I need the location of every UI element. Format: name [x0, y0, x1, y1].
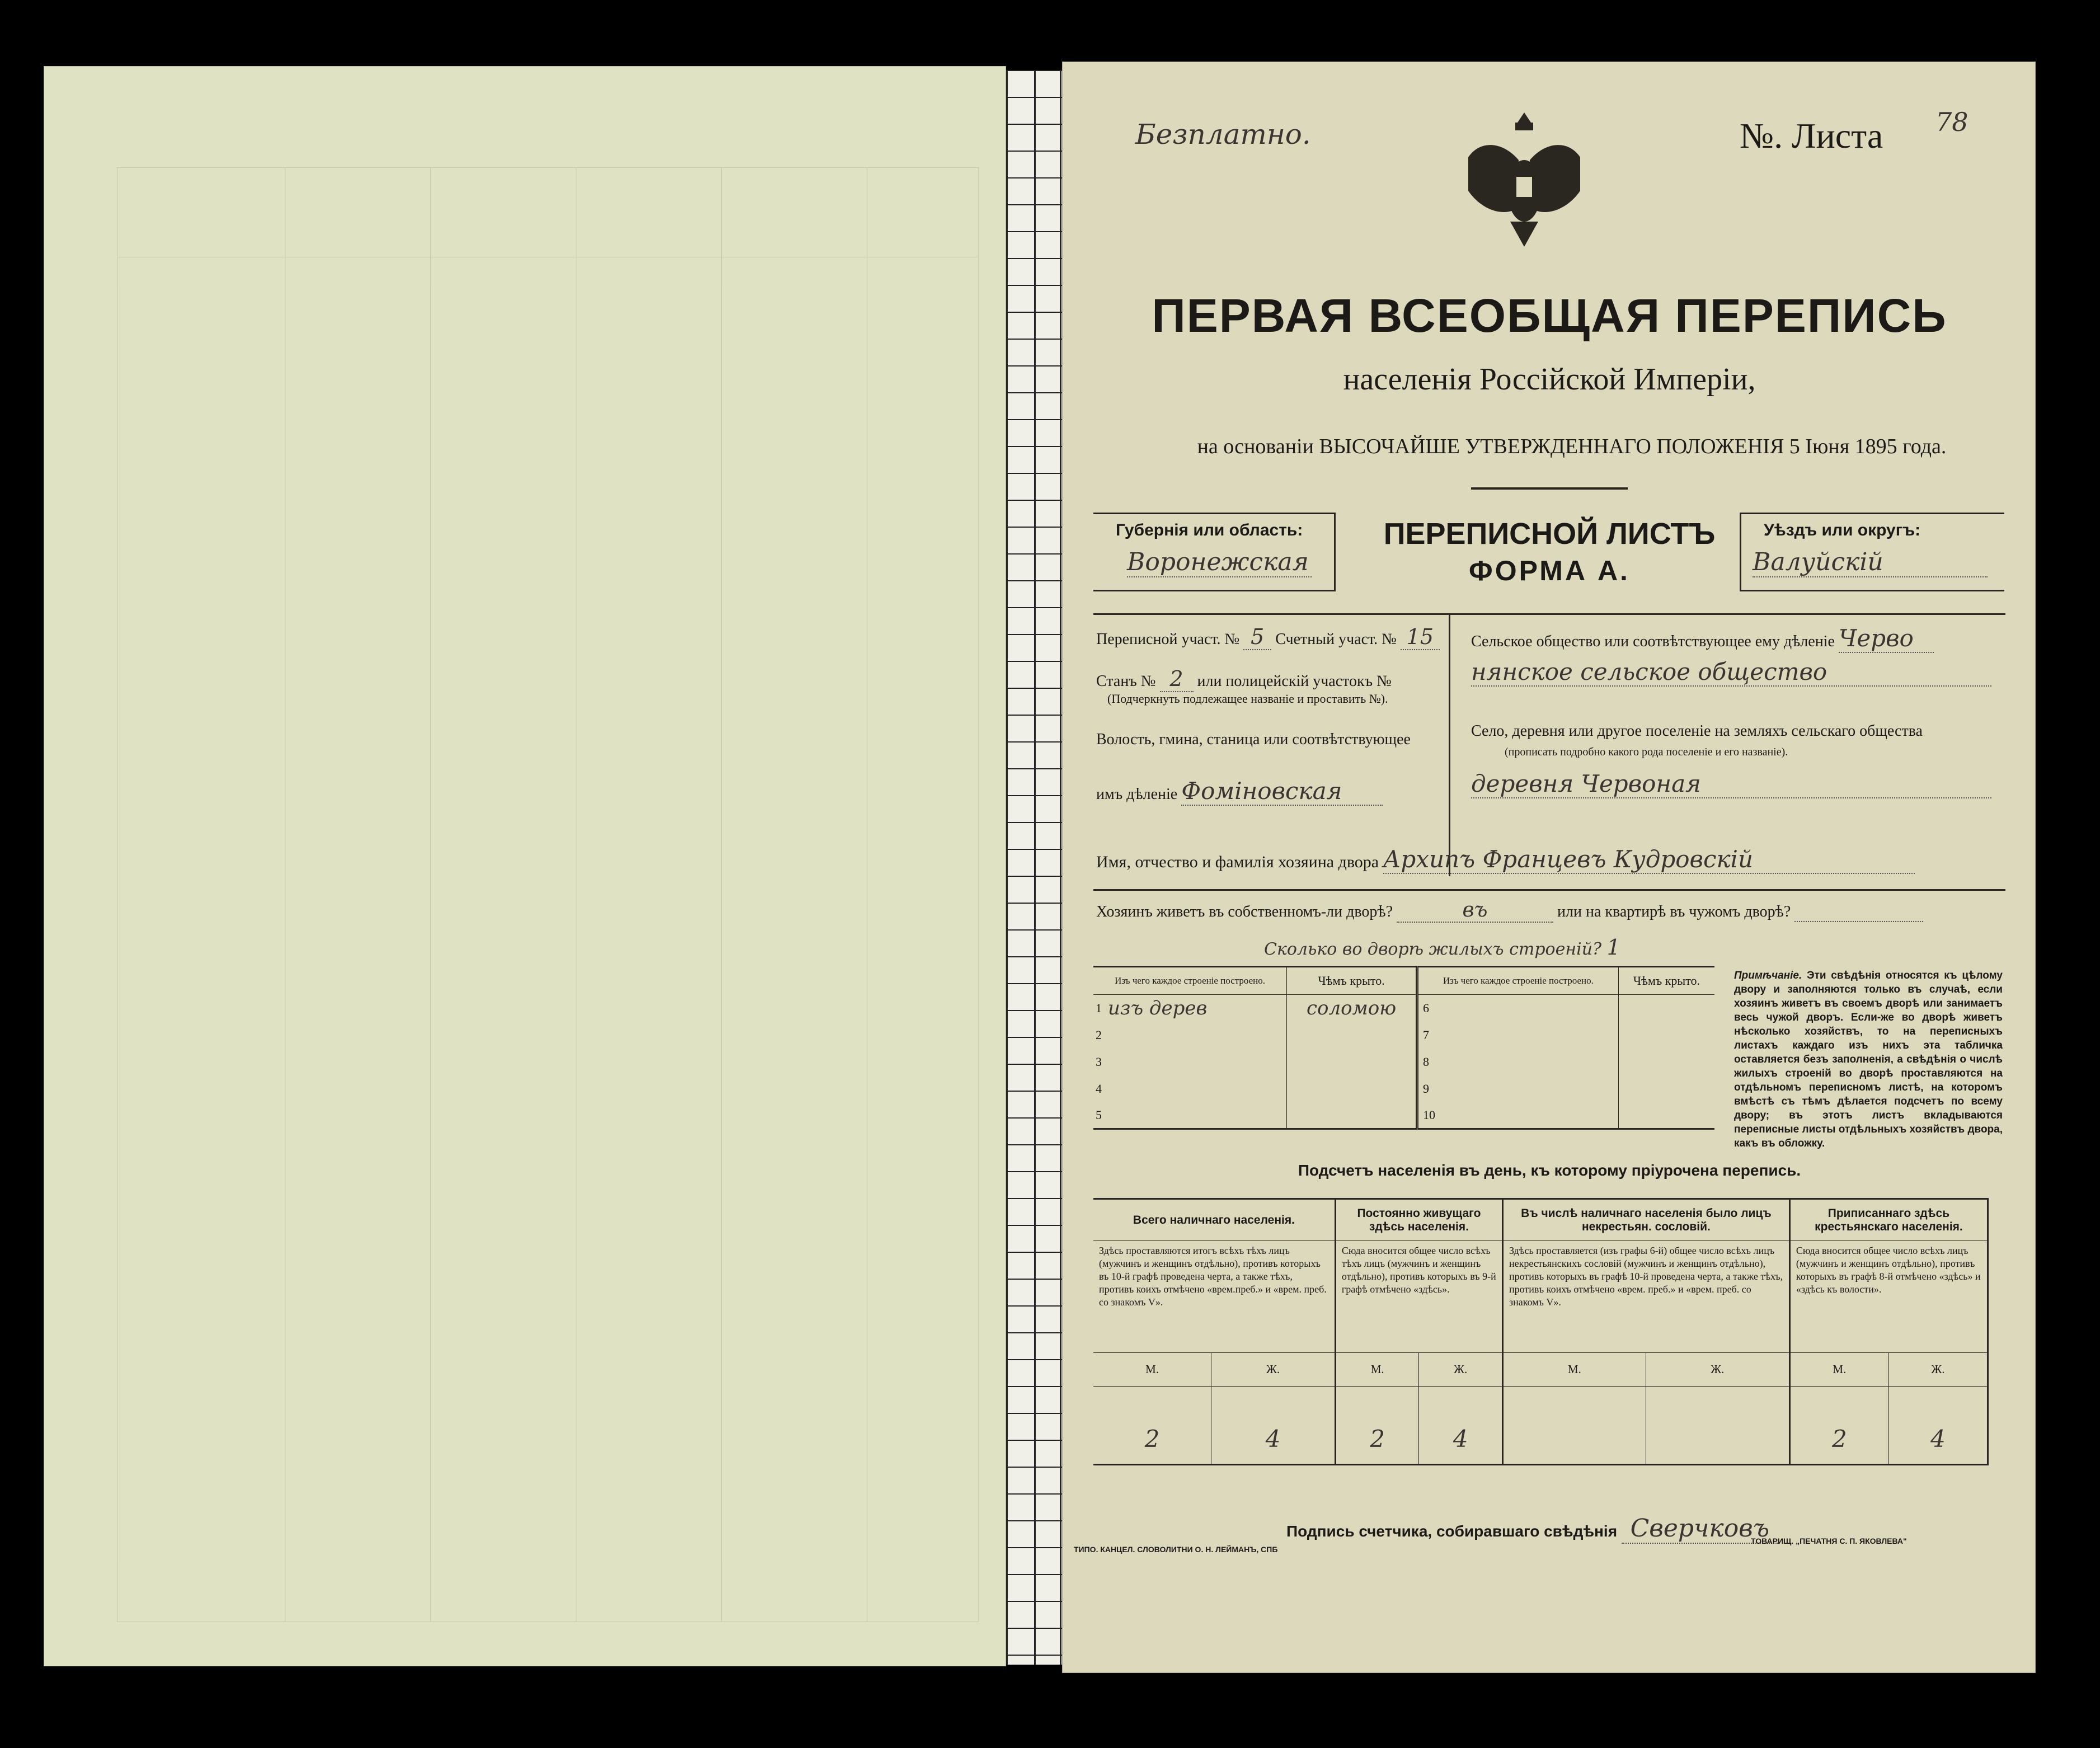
note-text: Эти свѣдѣнія относятся къ цѣлому двору и заполняются только въ случаѣ, если хозяинъ живетъ въ своемъ дворѣ или занимаетъ весь чужой дворъ. Если-же во дворѣ живетъ нѣсколько хозяйствъ, то на переписныхъ листахъ каждаго изъ нихъ эта табличка оставляется безъ заполненія, а свѣдѣнія о числѣ жилыхъ строеній во дворѣ проставляются на отдѣльномъ переписномъ листѣ, на которомъ вмѣстѣ съ тѣмъ дѣлается подсчетъ по всему двору; въ этотъ листъ вкладываются переписные листы отдѣльныхъ хозяйствъ двора, какъ въ обложку. — [1734, 970, 2003, 1149]
count-col-desc: Сюда вносится общее число всѣхъ тѣхъ лицъ (мужчинъ и женщинъ отдѣльно), противъ которыхъ въ 9-й графѣ отмѣчено «здѣсь». — [1335, 1241, 1502, 1353]
buildings-value: 1 — [1606, 935, 1620, 960]
basis-line: на основаніи ВЫСОЧАЙШЕ УТВЕРЖДЕННАГО ПОЛОЖЕНІЯ 5 Іюня 1895 года. — [1197, 435, 1947, 458]
female-count: 4 — [1930, 1425, 1946, 1453]
material-cell — [1436, 1075, 1618, 1102]
rented-value — [1794, 903, 1923, 922]
volost-value: Фоміновская — [1181, 777, 1383, 806]
female-header: Ж. — [1646, 1353, 1789, 1387]
community-label: Сельское общество или соотвѣтствующее ему дѣленіе — [1471, 633, 1835, 650]
note-title: Примѣчаніе. — [1734, 970, 1802, 981]
col-material-left: Изъ чего каждое строеніе построено. — [1093, 967, 1287, 995]
building-row — [1093, 1022, 1714, 1049]
buildings-table — [1093, 966, 1714, 1130]
community-row — [1471, 624, 1934, 653]
stan-row — [1096, 666, 1392, 692]
count-title: Подсчетъ населенія въ день, къ которому пріурочена перепись. — [1298, 1162, 1801, 1179]
census-section-label: Переписной участ. № — [1096, 631, 1240, 648]
row-number: 9 — [1423, 1081, 1429, 1096]
province-box — [1093, 513, 1336, 591]
material-cell — [1107, 1049, 1287, 1075]
own-yard-value: въ — [1397, 899, 1553, 923]
row-number: 3 — [1096, 1054, 1102, 1069]
count-section-label: Счетный участ. № — [1275, 631, 1397, 648]
village-note: (прописать подробно какого рода поселеніе и его названіе). — [1505, 746, 1788, 758]
count-col-head: Постоянно живущаго здѣсь населенія. — [1335, 1199, 1502, 1241]
male-count — [1502, 1387, 1646, 1465]
community-value-2: нянское сельское общество — [1471, 658, 1991, 687]
signature-value: Сверчковъ — [1622, 1514, 1778, 1544]
female-count: 4 — [1419, 1387, 1503, 1465]
main-title: ПЕРВАЯ ВСЕОБЩАЯ ПЕРЕПИСЬ — [1152, 289, 1947, 342]
sheet-title: ПЕРЕПИСНОЙ ЛИСТЪ — [1383, 517, 1716, 551]
roof-cell — [1287, 1075, 1417, 1102]
rented-label: или на квартирѣ въ чужомъ дворѣ? — [1557, 903, 1791, 920]
count-section-value: 15 — [1401, 624, 1440, 650]
material-cell — [1436, 995, 1618, 1022]
signature-label: Подпись счетчика, собиравшаго свѣдѣнія — [1286, 1523, 1618, 1540]
row-number: 1 — [1096, 1000, 1102, 1015]
row-number: 7 — [1423, 1027, 1429, 1042]
row-number: 4 — [1096, 1081, 1102, 1096]
note-block — [1734, 969, 2003, 1150]
male-header: М. — [1502, 1353, 1646, 1387]
roof-cell — [1287, 1049, 1417, 1075]
col-roof-left: Чѣмъ крыто. — [1287, 967, 1417, 995]
female-count — [1646, 1387, 1789, 1465]
buildings-row — [1264, 935, 1620, 960]
roof-cell — [1618, 1102, 1714, 1129]
male-count: 2 — [1093, 1387, 1211, 1465]
spine-edge — [1006, 70, 1008, 1665]
info-divider — [1449, 613, 1450, 876]
owner-value: Архипъ Францевъ Кудровскій — [1383, 845, 1915, 874]
building-row — [1093, 1102, 1714, 1129]
residence-row — [1096, 899, 1923, 923]
owner-row — [1096, 845, 1915, 874]
volost-label-1: Волость, гмина, станица или соотвѣтствующее — [1096, 731, 1411, 748]
district-label: Уѣздъ или округъ: — [1764, 521, 1921, 539]
roof-cell: соломою — [1287, 995, 1417, 1022]
population-count-table — [1093, 1198, 1989, 1465]
roof-cell — [1287, 1022, 1417, 1049]
material-cell: изъ дерев — [1107, 995, 1287, 1022]
imperial-eagle-emblem — [1457, 107, 1591, 252]
census-form-page — [1062, 62, 2036, 1673]
ornament-divider — [1471, 487, 1628, 490]
material-cell — [1436, 1049, 1618, 1075]
count-col-head: Всего наличнаго населенія. — [1093, 1199, 1335, 1241]
district-value: Валуйскій — [1753, 548, 1988, 577]
row-number: 6 — [1423, 1000, 1429, 1015]
census-section-row — [1096, 624, 1440, 650]
material-cell — [1436, 1022, 1618, 1049]
binding-spine — [1006, 70, 1062, 1665]
bleed-through-grid — [117, 167, 979, 1622]
material-cell — [1436, 1102, 1618, 1129]
material-cell — [1107, 1022, 1287, 1049]
male-header: М. — [1335, 1353, 1419, 1387]
male-header: М. — [1093, 1353, 1211, 1387]
sub-title: населенія Россійской Имперіи, — [1343, 362, 1756, 397]
count-col-head: Приписаннаго здѣсь крестьянскаго населенія. — [1789, 1199, 1988, 1241]
building-row — [1093, 995, 1714, 1022]
signature-row — [1286, 1514, 1778, 1544]
sheet-number-value: 78 — [1935, 107, 1969, 137]
free-label: Безплатно. — [1135, 118, 1311, 151]
form-name: ФОРМА А. — [1469, 555, 1630, 586]
count-col-desc: Здѣсь проставляется (изъ графы 6-й) общее число всѣхъ лицъ некрестьянскихъ сословій (мужчинъ и женщинъ отдѣльно), противъ которыхъ въ графѣ 10-й проведена черта, а также тѣхъ, противъ коихъ отмѣчено «врем. преб.» и «врем. преб. со знакомъ V». — [1502, 1241, 1789, 1353]
row-number: 2 — [1096, 1027, 1102, 1042]
row-number: 5 — [1096, 1107, 1102, 1122]
female-header: Ж. — [1888, 1353, 1988, 1387]
male-header: М. — [1789, 1353, 1888, 1387]
roof-cell — [1618, 1022, 1714, 1049]
police-label: или полицейскій участокъ № — [1197, 673, 1392, 690]
building-row — [1093, 1075, 1714, 1102]
province-label: Губернія или область: — [1116, 521, 1303, 539]
district-box — [1740, 513, 2004, 591]
footer-left: ТИПО. КАНЦЕЛ. СЛОВОЛИТНИ О. Н. ЛЕЙМАНЪ, СПБ — [1074, 1545, 1278, 1554]
spine-edge — [1060, 70, 1061, 1665]
male-count: 2 — [1335, 1387, 1419, 1465]
village-value: деревня Червоная — [1471, 770, 1991, 798]
roof-cell — [1618, 1075, 1714, 1102]
roof-cell — [1618, 1049, 1714, 1075]
count-col-head: Въ числѣ наличнаго населенія было лицъ некрестьян. сословій. — [1502, 1199, 1789, 1241]
volost-row — [1096, 777, 1383, 806]
own-yard-label: Хозяинъ живетъ въ собственномъ-ли дворѣ? — [1096, 903, 1393, 920]
female-header: Ж. — [1419, 1353, 1503, 1387]
left-page — [44, 66, 1006, 1666]
row-number: 8 — [1423, 1054, 1429, 1069]
count-col-desc: Здѣсь проставляются итогъ всѣхъ тѣхъ лицъ (мужчинъ и женщинъ отдѣльно), противъ которыхъ въ 10-й графѣ проведена черта, а также тѣхъ, противъ коихъ отмѣчено «врем.преб.» и «врем. преб. со знакомъ V». — [1093, 1241, 1335, 1353]
stan-value: 2 — [1160, 666, 1194, 692]
material-cell — [1107, 1075, 1287, 1102]
village-label: Село, деревня или другое поселеніе на земляхъ сельскаго общества — [1471, 722, 1923, 740]
female-count: 4 — [1211, 1387, 1336, 1465]
footer-right: ТОВАРИЩ. „ПЕЧАТНЯ С. П. ЯКОВЛЕВА" — [1751, 1536, 1907, 1545]
count-col-desc: Сюда вносится общее число всѣхъ лицъ (мужчинъ и женщинъ отдѣльно), противъ которыхъ въ графѣ 8-й отмѣчено «здѣсь» и «здѣсь къ волости». — [1789, 1241, 1988, 1353]
province-value: Воронежская — [1127, 548, 1312, 577]
volost-label-2: имъ дѣленіе — [1096, 786, 1178, 803]
buildings-label: Сколько во дворѣ жилыхъ строеній? — [1264, 939, 1602, 959]
roof-cell — [1618, 995, 1714, 1022]
spine-edge — [1034, 70, 1036, 1665]
material-cell — [1107, 1102, 1287, 1129]
sheet-number-label: №. Листа — [1740, 116, 1883, 156]
stan-label: Станъ № — [1096, 673, 1156, 690]
community-value-1: Черво — [1839, 624, 1934, 653]
building-row — [1093, 1049, 1714, 1075]
male-count: 2 — [1789, 1387, 1888, 1465]
col-roof-right: Чѣмъ крыто. — [1618, 967, 1714, 995]
row-number: 10 — [1423, 1107, 1435, 1122]
female-header: Ж. — [1211, 1353, 1336, 1387]
roof-cell — [1287, 1102, 1417, 1129]
underline-note: (Подчеркнуть подлежащее названіе и проставить №). — [1107, 692, 1388, 706]
col-material-right: Изъ чего каждое строеніе построено. — [1417, 967, 1619, 995]
owner-label: Имя, отчество и фамилія хозяина двора — [1096, 853, 1379, 871]
census-section-value: 5 — [1243, 624, 1271, 650]
